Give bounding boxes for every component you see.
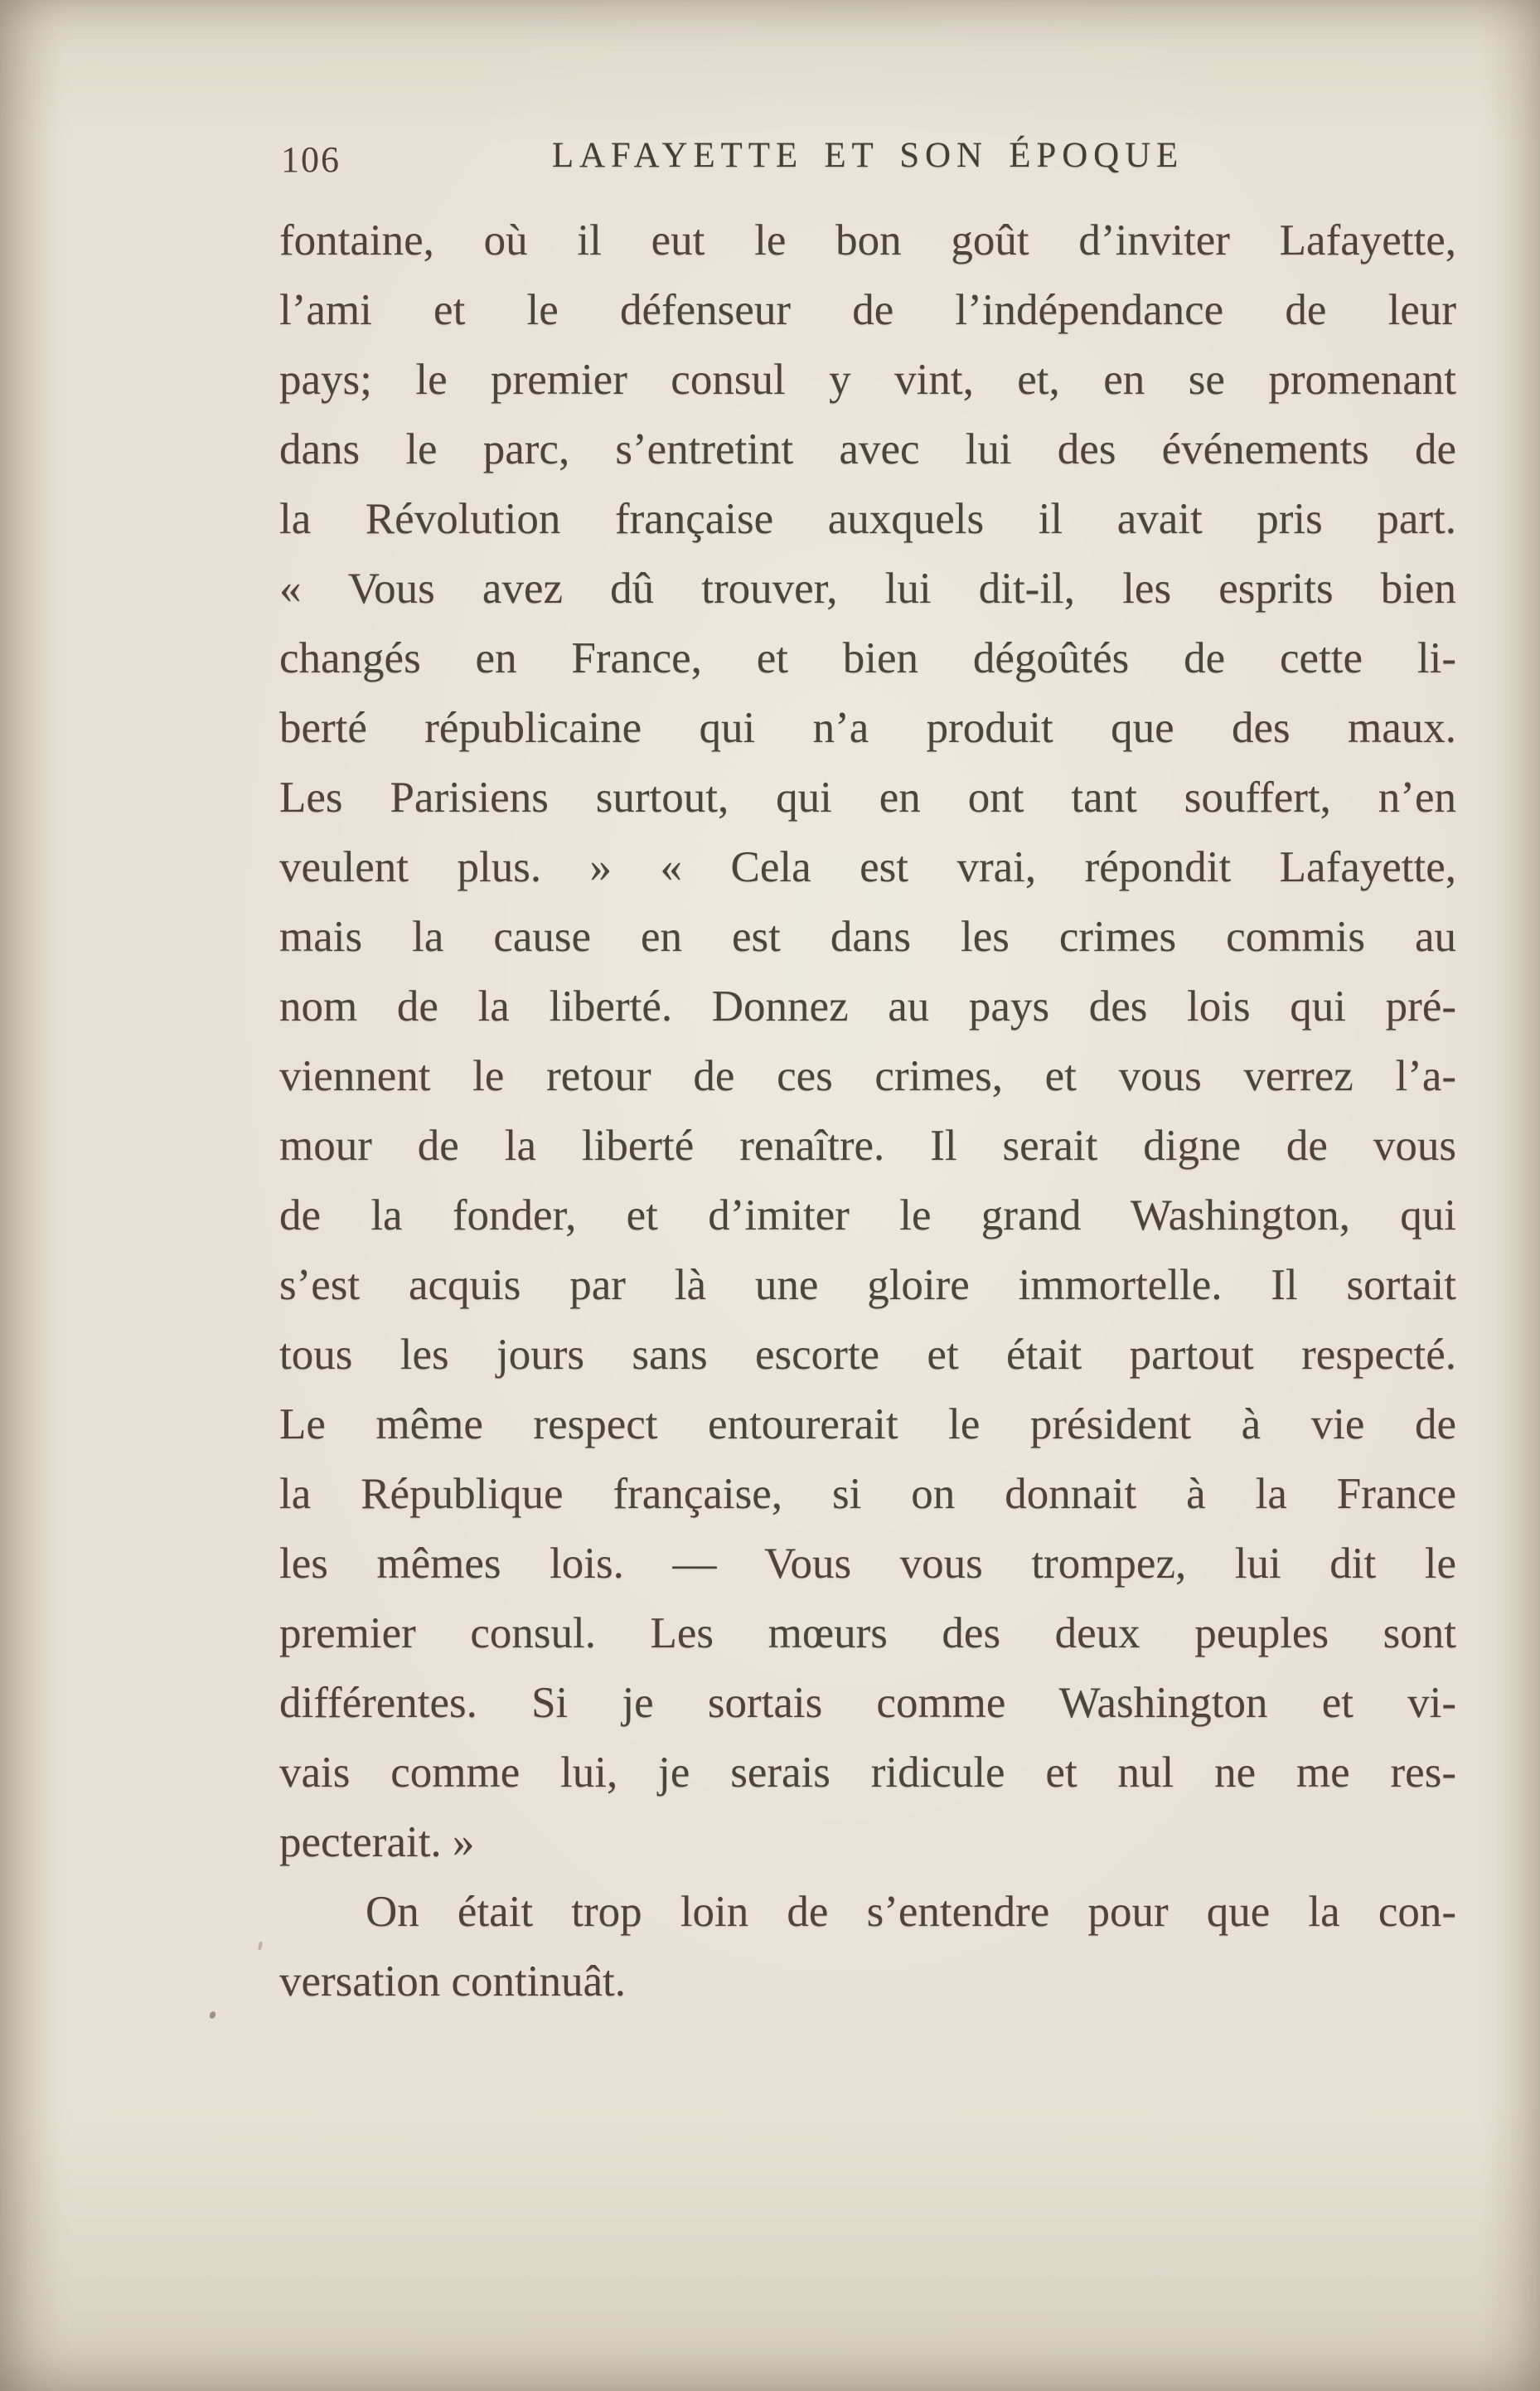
page-header: [279, 135, 1456, 185]
text-line: la Révolution française auxquels il avait pris part.: [279, 495, 1456, 543]
page-number: 106: [281, 139, 341, 180]
text-line: veulent plus. » « Cela est vrai, répondit Lafayette,: [279, 843, 1456, 891]
text-line: viennent le retour de ces crimes, et vous verrez l’a-: [279, 1052, 1456, 1100]
text-line: changés en France, et bien dégoûtés de cette li-: [279, 634, 1456, 682]
paper-speck: [208, 2010, 216, 2020]
text-line: premier consul. Les mœurs des deux peuples sont: [279, 1609, 1456, 1657]
text-line: fontaine, où il eut le bon goût d’inviter Lafayette,: [279, 216, 1456, 264]
text-line: tous les jours sans escorte et était partout respecté.: [279, 1331, 1456, 1379]
text-line: Les Parisiens surtout, qui en ont tant souffert, n’en: [279, 774, 1456, 822]
paper-speck: [258, 1942, 263, 1951]
text-line: Le même respect entourerait le président à vie de: [279, 1400, 1456, 1448]
text-line: différentes. Si je sortais comme Washington et vi-: [279, 1679, 1456, 1727]
text-line: mais la cause en est dans les crimes commis au: [279, 913, 1456, 961]
text-line: dans le parc, s’entretint avec lui des événements de: [279, 425, 1456, 473]
text-line: On était trop loin de s’entendre pour que la con-: [366, 1888, 1456, 1936]
text-line: les mêmes lois. — Vous vous trompez, lui dit le: [279, 1540, 1456, 1588]
text-line: de la fonder, et d’imiter le grand Washington, qui: [279, 1191, 1456, 1239]
text-line: mour de la liberté renaître. Il serait digne de vous: [279, 1122, 1456, 1170]
text-line: l’ami et le défenseur de l’indépendance de leur: [279, 286, 1456, 334]
text-line: berté républicaine qui n’a produit que des maux.: [279, 704, 1456, 752]
text-line: « Vous avez dû trouver, lui dit-il, les esprits bien: [279, 565, 1456, 613]
running-title: LAFAYETTE ET SON ÉPOQUE: [551, 136, 1184, 175]
text-line: nom de la liberté. Donnez au pays des lois qui pré-: [279, 982, 1456, 1031]
text-line: la République française, si on donnait à la France: [279, 1470, 1456, 1518]
body-text: [279, 206, 1456, 2016]
text-line: pays; le premier consul y vint, et, en se promenant: [279, 356, 1456, 404]
text-line: vais comme lui, je serais ridicule et nul ne me res-: [279, 1748, 1456, 1797]
text-line: versation continuât.: [279, 1957, 626, 2005]
text-line: s’est acquis par là une gloire immortelle. Il sortait: [279, 1261, 1456, 1309]
text-line: pecterait. »: [279, 1818, 475, 1866]
